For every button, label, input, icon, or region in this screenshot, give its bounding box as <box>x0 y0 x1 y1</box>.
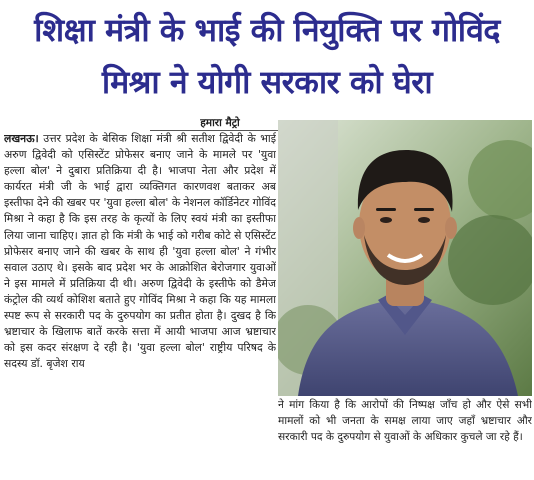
caption-text <box>278 398 532 478</box>
byline: हमारा मैट्रो <box>150 116 290 131</box>
article-text: उत्तर प्रदेश के बेसिक शिक्षा मंत्री श्री सतीश द्विवेदी के भाई अरुण द्विवेदी को एसिस्टेंट प्रोफेसर बनाए जाने के मामले पर 'युवा हल्ला बोल' ने दुबारा प्रतिक्रिया दी है। भाजपा नेता और प्रदेश में कार्यरत मंत्री जी के भाई द्वारा व्यक्तिगत कारणवश बताकर अब इस्तीफा देने की खबर पर 'युवा हल्ला बोल' के नेशनल कॉर्डिनेटर गोविंद मिश्रा ने कहा है कि इस तरह के कृत्यों के लिए स्वयं मंत्री का इस्तीफा लिया जाना चाहिए। ज्ञात हो कि मंत्री के भाई को गरीब कोटे से एसिस्टेंट प्रोफेसर बनाए जाने की खबर के साथ ही 'युवा हल्ला बोल' ने गंभीर सवाल उठाए थे। इसके बाद प्रदेश भर के आक्रोशित बेरोजगार युवाओं ने इस मामले में प्रतिक्रिया दी थी। अरुण द्विवेदी के इस्तीफे को डैमेज कंट्रोल की व्यर्थ कोशिश बताते हुए गोविंद मिश्रा ने कहा कि यह मामला स्पष्ट रूप से सरकारी पद के दुरुपयोग का प्रतीत होता है। दुखद है कि भ्रष्टाचार के खिलाफ बातें करके सत्ता में आयी भाजपा आज भ्रष्टाचार को इस कदर संरक्षण दे रही है। 'युवा हल्ला बोल' राष्ट्रीय परिषद के सदस्य डॉ. बृजेश राय <box>4 132 276 371</box>
headline-line-2: मिश्रा ने योगी सरकार को घेरा <box>101 63 433 101</box>
headline-line-1: शिक्षा मंत्री के भाई की नियुक्ति पर गोविंद <box>34 11 500 49</box>
caption-paragraph: ने मांग किया है कि आरोपों की निष्पक्ष जाँच हो और ऐसे सभी मामलों को भी जनता के समक्ष लाया जाए जहाँ भ्रष्टाचार और सरकारी पद के दुरुपयोग से युवाओं के अधिकार कुचले जा रहे हैं। <box>278 399 532 443</box>
article-body <box>4 131 276 476</box>
portrait-photo <box>278 120 532 396</box>
dateline: लखनऊ। <box>4 132 39 145</box>
